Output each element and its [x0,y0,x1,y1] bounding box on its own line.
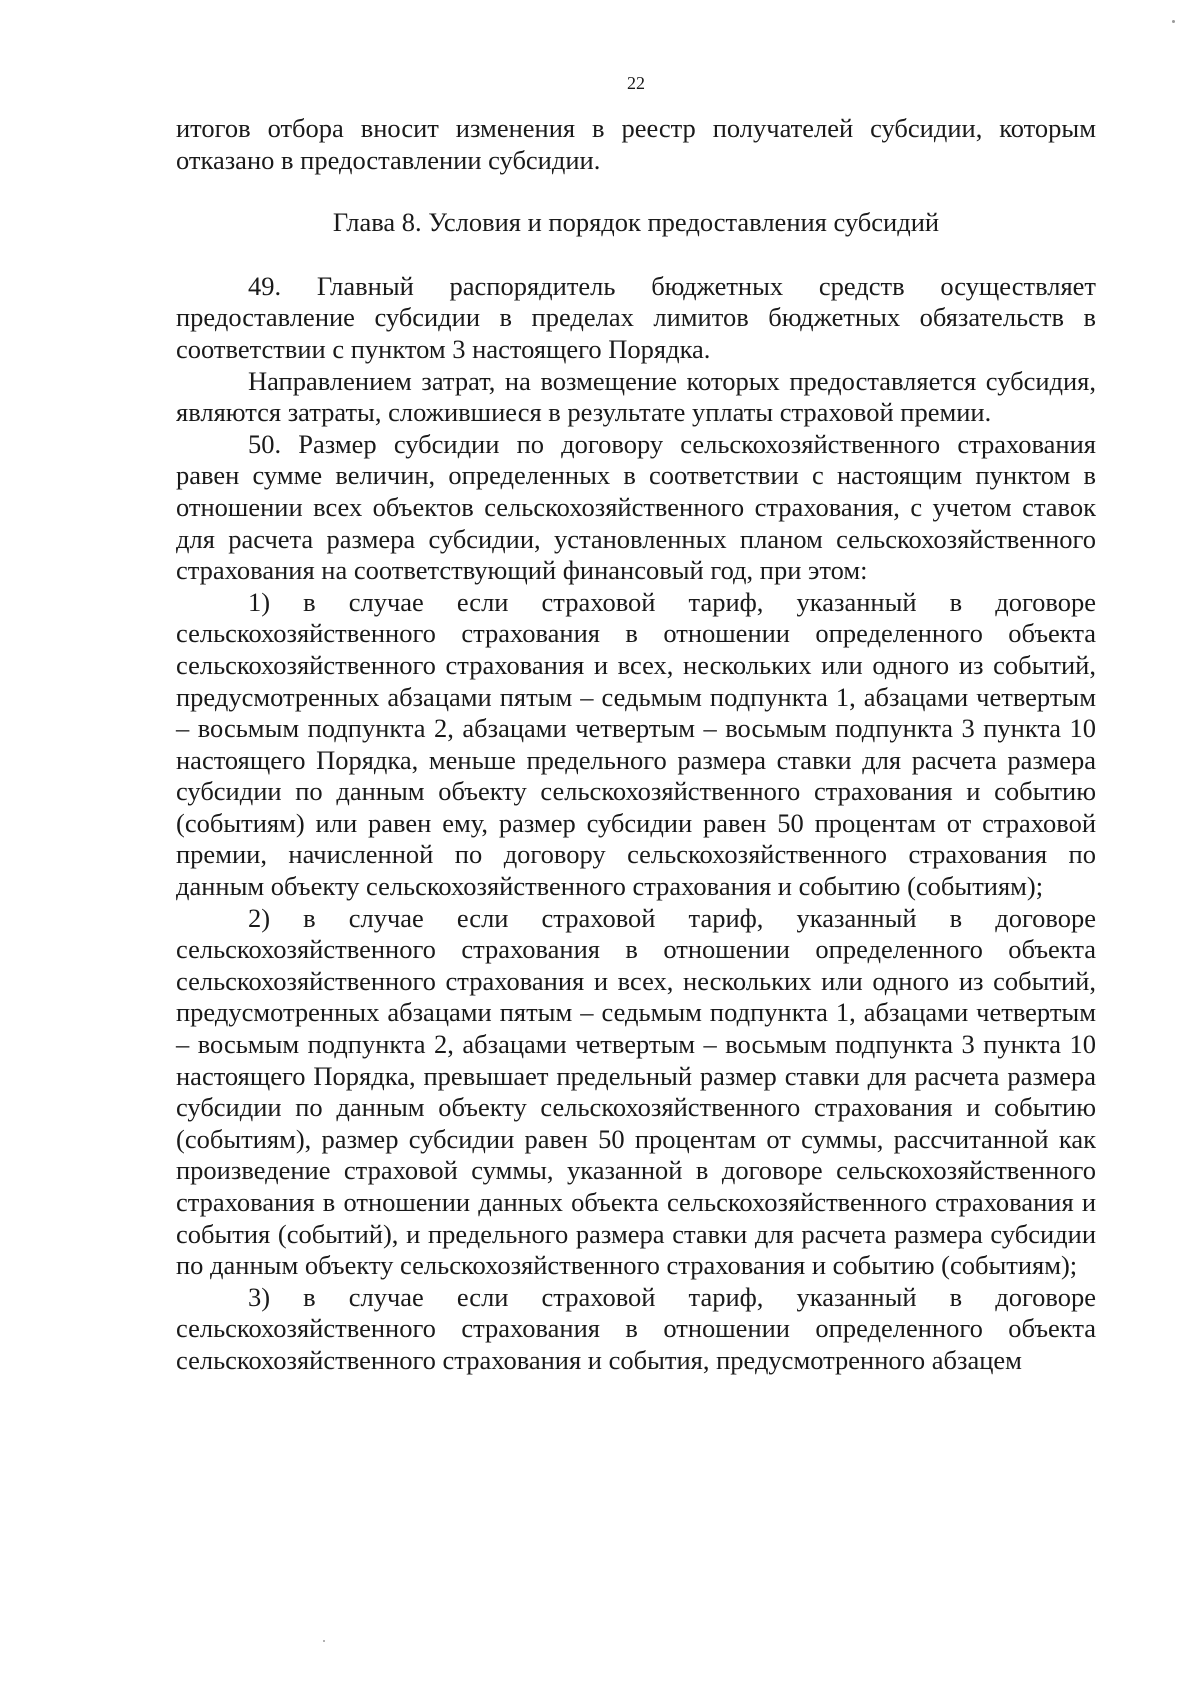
scan-artifact-top [1172,20,1175,23]
continuation-paragraph: итогов отбора вносит изменения в реестр получателей субсидии, которым отказано в предоставлении субсидии. [176,113,1096,175]
page-number: 22 [627,73,645,93]
paragraph-50: 50. Размер субсидии по договору сельскохозяйственного страхования равен сумме величин, определенных в соответствии с настоящим пунктом в отношении всех объектов сельскохозяйственного страхования, с учетом ставок для расчета размера субсидии, установленных планом сельскохозяйственного страхования на соответствующий финансовый год, при этом: [176,428,1096,586]
subitem-3: 3) в случае если страховой тариф, указанный в договоре сельскохозяйственного страхования в отношении определенного объекта сельскохозяйственного страхования и события, предусмотренного абзацем [176,1281,1096,1375]
document-body [176,113,1096,1377]
document-page [176,0,1096,1695]
subitem-1: 1) в случае если страховой тариф, указанный в договоре сельскохозяйственного страхования в отношении определенного объекта сельскохозяйственного страхования и всех, нескольких или одного из событий, предусмотренных абзацами пятым – седьмым подпункта 1, абзацами четвертым – восьмым подпункта 2, абзацами четвертым – восьмым подпункта 3 пункта 10 настоящего Порядка, меньше предельного размера ставки для расчета размера субсидии по данным объекту сельскохозяйственного страхования и событию (событиям) или равен ему, размер субсидии равен 50 процентам от страховой премии, начисленной по договору сельскохозяйственного страхования по данным объекту сельскохозяйственного страхования и событию (событиям); [176,586,1096,902]
chapter-title: Глава 8. Условия и порядок предоставления субсидий [332,207,940,238]
paragraph-expense-direction: Направлением затрат, на возмещение которых предоставляется субсидия, являются затраты, сложившиеся в результате уплаты страховой премии. [176,365,1096,428]
paragraph-49: 49. Главный распорядитель бюджетных средств осуществляет предоставление субсидии в пределах лимитов бюджетных обязательств в соответствии с пунктом 3 настоящего Порядка. [176,270,1096,364]
subitem-2: 2) в случае если страховой тариф, указанный в договоре сельскохозяйственного страхования в отношении определенного объекта сельскохозяйственного страхования и всех, нескольких или одного из событий, предусмотренных абзацами пятым – седьмым подпункта 1, абзацами четвертым – восьмым подпункта 2, абзацами четвертым – восьмым подпункта 3 пункта 10 настоящего Порядка, превышает предельный размер ставки для расчета размера субсидии по данным объекту сельскохозяйственного страхования и событию (событиям), размер субсидии равен 50 процентам от суммы, рассчитанной как произведение страховой суммы, указанной в договоре сельскохозяйственного страхования в отношении данных объекта сельскохозяйственного страхования и события (событий), и предельного размера ставки для расчета размера субсидии по данным объекту сельскохозяйственного страхования и событию (событиям); [176,902,1096,1281]
